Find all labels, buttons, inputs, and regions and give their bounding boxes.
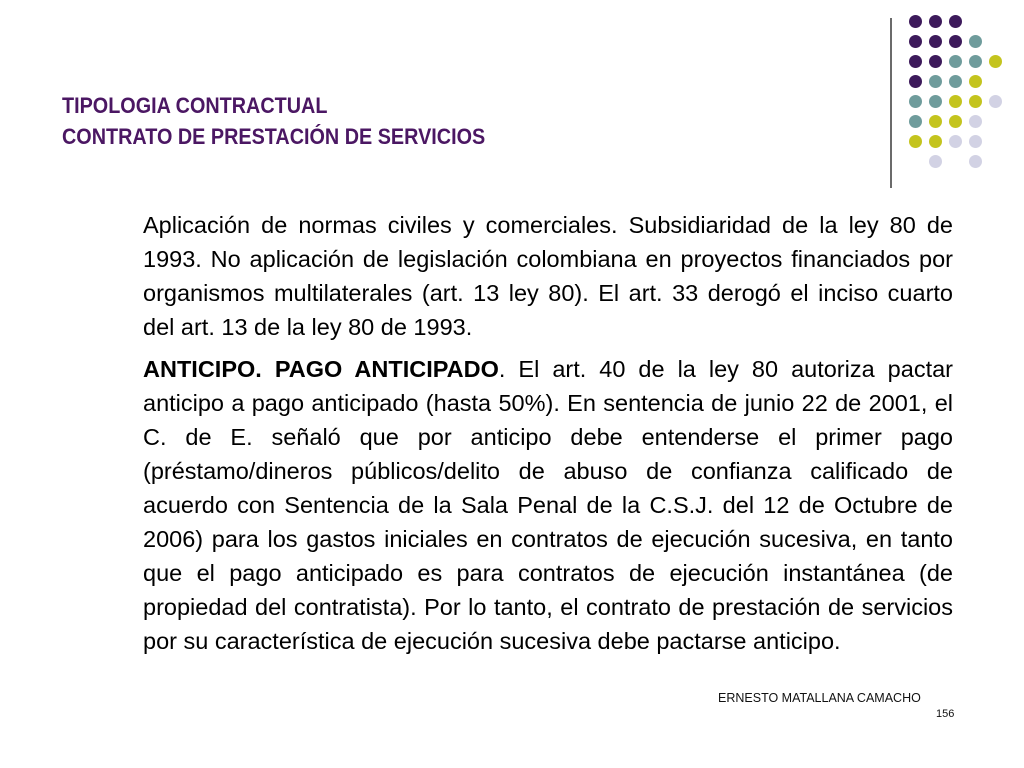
- decorative-dot-grid: [909, 15, 1009, 165]
- decorative-dot: [909, 135, 922, 148]
- decorative-dot: [969, 135, 982, 148]
- vertical-divider: [890, 18, 892, 188]
- decorative-dot: [949, 55, 962, 68]
- decorative-dot: [929, 15, 942, 28]
- decorative-dot: [929, 135, 942, 148]
- decorative-dot: [929, 75, 942, 88]
- author-footer: ERNESTO MATALLANA CAMACHO: [718, 691, 921, 705]
- decorative-dot: [909, 115, 922, 128]
- decorative-dot: [949, 135, 962, 148]
- decorative-dot: [969, 115, 982, 128]
- decorative-dot: [949, 75, 962, 88]
- decorative-dot: [909, 15, 922, 28]
- page-number: 156: [936, 708, 955, 720]
- decorative-dot: [949, 15, 962, 28]
- decorative-dot: [909, 35, 922, 48]
- decorative-dot: [949, 35, 962, 48]
- decorative-dot: [969, 95, 982, 108]
- paragraph-anticipo: [143, 352, 953, 658]
- decorative-dot: [969, 55, 982, 68]
- title-line-2: CONTRATO DE PRESTACIÓN DE SERVICIOS: [62, 124, 486, 149]
- decorative-dot: [929, 35, 942, 48]
- decorative-dot: [909, 75, 922, 88]
- decorative-dot: [969, 35, 982, 48]
- decorative-dot: [909, 95, 922, 108]
- paragraph-anticipo-body: . El art. 40 de la ley 80 autoriza pactar anticipo a pago anticipado (hasta 50%). En sentencia de junio 22 de 2001, el C. de E. señaló que por anticipo debe entenderse el primer pago (préstamo/dineros públicos/delito de abuso de confianza calificado de acuerdo con Sentencia de la Sala Penal de la C.S.J. del 12 de Octubre de 2006) para los gastos iniciales en contratos de ejecución sucesiva, en tanto que el pago anticipado es para contratos de ejecución instantánea (de propiedad del contratista). Por lo tanto, el contrato de prestación de servicios por su característica de ejecución sucesiva debe pactarse anticipo.: [143, 356, 953, 654]
- decorative-dot: [929, 55, 942, 68]
- decorative-dot: [929, 95, 942, 108]
- slide-body: [143, 208, 953, 666]
- decorative-dot: [949, 95, 962, 108]
- decorative-dot: [949, 115, 962, 128]
- decorative-dot: [929, 115, 942, 128]
- decorative-dot: [929, 155, 942, 168]
- decorative-dot: [989, 55, 1002, 68]
- paragraph-anticipo-lead: ANTICIPO. PAGO ANTICIPADO: [143, 356, 499, 382]
- title-line-1: TIPOLOGIA CONTRACTUAL: [62, 93, 328, 118]
- decorative-dot: [989, 95, 1002, 108]
- decorative-dot: [969, 155, 982, 168]
- decorative-dot: [909, 55, 922, 68]
- decorative-dot: [969, 75, 982, 88]
- paragraph-normas: Aplicación de normas civiles y comerciales. Subsidiaridad de la ley 80 de 1993. No aplicación de legislación colombiana en proyectos financiados por organismos multilaterales (art. 13 ley 80). El art. 33 derogó el inciso cuarto del art. 13 de la ley 80 de 1993.: [143, 212, 953, 340]
- slide-title: [62, 90, 746, 152]
